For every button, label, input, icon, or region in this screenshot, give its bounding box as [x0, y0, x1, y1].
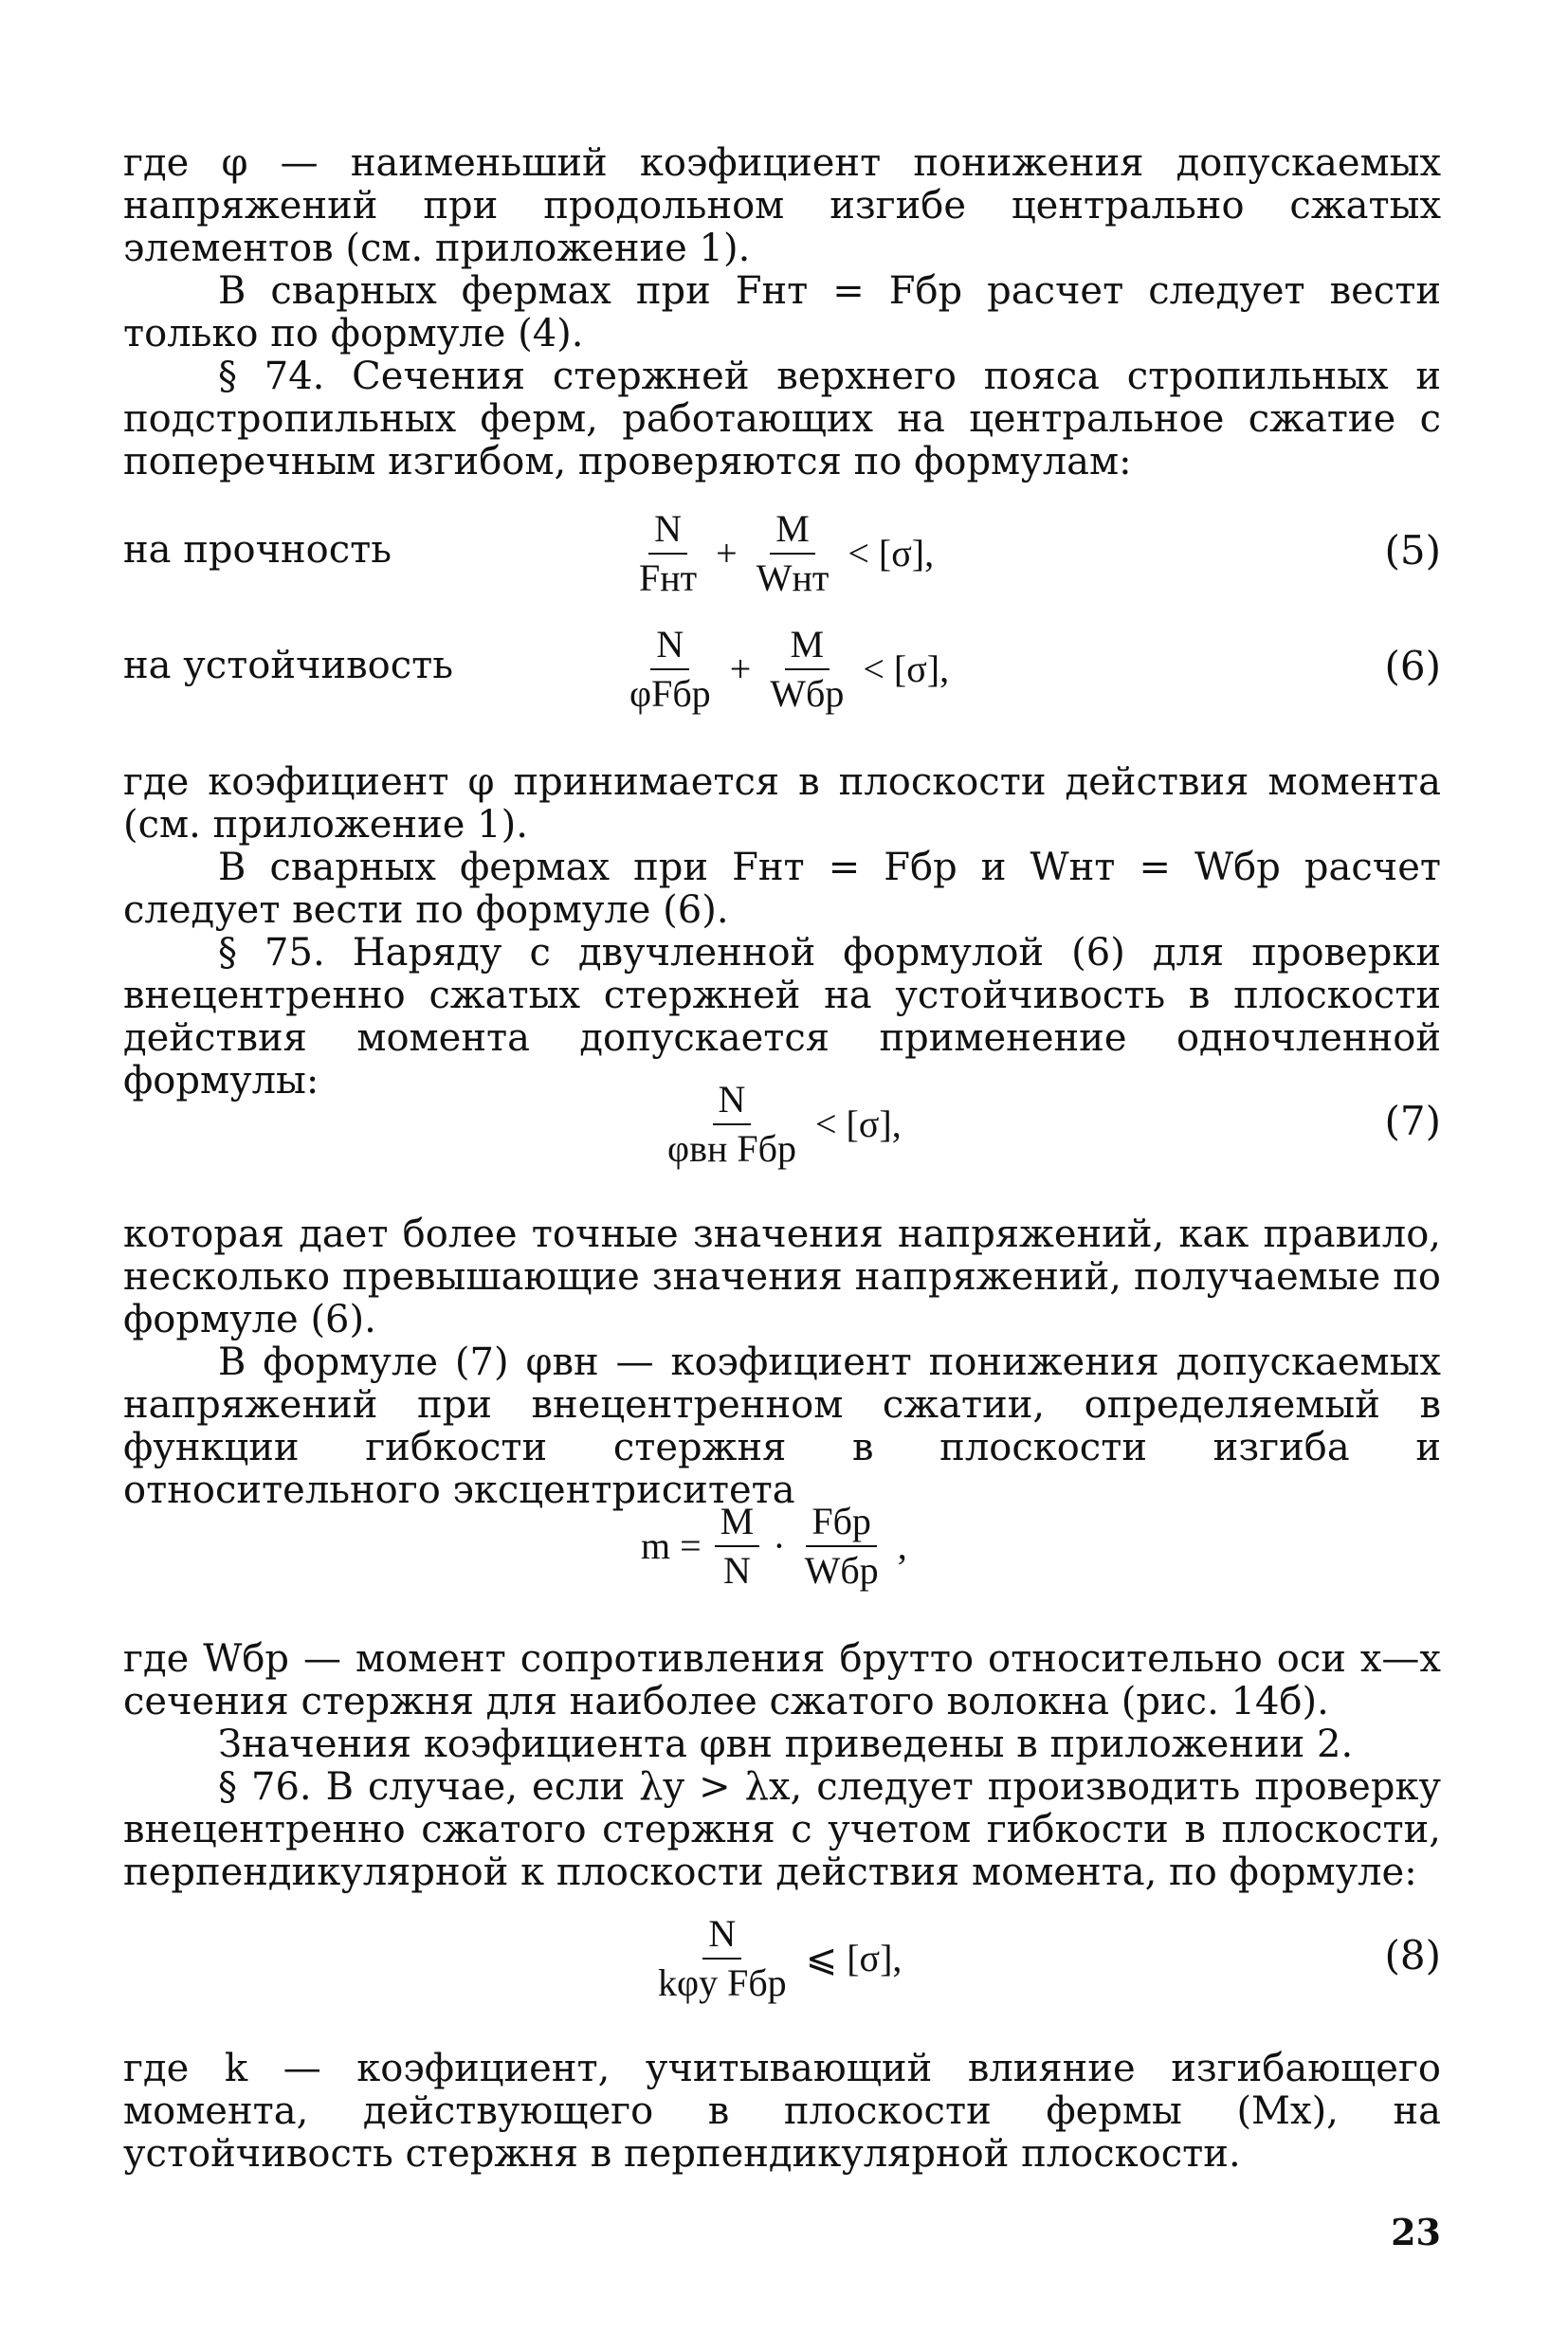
denominator: kφy Fбр: [658, 1961, 787, 2004]
fraction-m-over-wbr: [764, 623, 849, 715]
formula-6-label: на устойчивость: [123, 644, 454, 687]
fraction-n-over-phivn-fbr: [662, 1078, 802, 1170]
paragraph-section-75: § 75. Наряду с двучленной формулой (6) для проверки внецентренно сжатых стержней на устойчивость в плоскости действия момента допускается применение одночленной формулы:: [123, 931, 1441, 1103]
formula-6-number: (6): [1384, 643, 1441, 689]
denominator: φвн Fбр: [667, 1127, 796, 1170]
formula-6: [616, 623, 955, 715]
plus-sign: +: [729, 647, 752, 690]
paragraph-phi-plane: где коэфициент φ принимается в плоскости действия момента (см. приложение 1).: [123, 760, 1441, 847]
denominator: φFбр: [629, 672, 711, 715]
multiplication-dot: ·: [773, 1524, 786, 1567]
numerator: M: [785, 626, 830, 670]
fraction-m-over-n: [715, 1500, 760, 1592]
numerator: N: [713, 1081, 752, 1125]
page-number: 23: [1391, 2211, 1441, 2253]
comma: ,: [897, 1524, 907, 1567]
denominator: Fнт: [639, 556, 698, 599]
formula-8: [645, 1912, 907, 2004]
numerator: N: [648, 510, 687, 555]
formula-eccentricity: [635, 1500, 913, 1592]
numerator: Fбр: [806, 1503, 877, 1547]
fraction-fbr-over-wbr: [799, 1500, 884, 1592]
fraction-n-over-kphiy-fbr: [652, 1912, 793, 2004]
paragraph-section-74: § 74. Сечения стержней верхнего пояса стропильных и подстропильных ферм, работающих на центральное сжатие с поперечным изгибом, проверяются по формулам:: [123, 355, 1441, 483]
paragraph-phivn-appendix: Значения коэфициента φвн приведены в приложении 2.: [218, 1723, 1354, 1766]
paragraph-section-76: § 76. В случае, если λy > λx, следует производить проверку внецентренно сжатого стержня с учетом гибкости в плоскости, перпендикулярной к плоскости действия момента, по формуле:: [123, 1765, 1441, 1894]
paragraph-k-definition: где k — коэфициент, учитывающий влияние изгибающего момента, действующего в плоскости фермы (Mx), на устойчивость стержня в перпендикулярной плоскости.: [123, 2047, 1441, 2176]
numerator: M: [715, 1503, 760, 1547]
formula-5-label: на прочность: [123, 528, 392, 572]
formula-8-number: (8): [1384, 1932, 1441, 1978]
denominator: Wнт: [756, 556, 830, 599]
inequality-rhs: < [σ],: [863, 647, 950, 690]
denominator: Wбр: [804, 1549, 879, 1592]
fraction-m-over-wnt: [751, 507, 835, 599]
formula-5: [626, 507, 939, 599]
inequality-rhs: ⩽ [σ],: [805, 1937, 903, 1979]
eccentricity-lhs: m =: [641, 1524, 702, 1567]
paragraph-phivn-definition: В формуле (7) φвн — коэфициент понижения допускаемых напряжений при внецентренном сжатии, определяемый в функции гибкости стержня в плоскости изгиба и относительного эксцентриситета: [123, 1340, 1441, 1512]
denominator: Wбр: [770, 672, 845, 715]
fraction-n-over-fnt: [633, 507, 702, 599]
paragraph-wbr-definition: где Wбр — момент сопротивления брутто относительно оси x—x сечения стержня для наиболее сжатого волокна (рис. 14б).: [123, 1637, 1441, 1723]
fraction-n-over-phi-fbr: [624, 623, 717, 715]
denominator: N: [723, 1549, 751, 1592]
plus-sign: +: [716, 532, 738, 574]
paragraph-phi-definition: где φ — наименьший коэфициент понижения допускаемых напряжений при продольном изгибе центрально сжатых элементов (см. приложение 1).: [123, 141, 1441, 270]
numerator: M: [770, 510, 815, 555]
numerator: N: [650, 626, 689, 670]
inequality-rhs: < [σ],: [814, 1103, 902, 1145]
numerator: N: [702, 1915, 741, 1960]
formula-5-number: (5): [1384, 527, 1441, 574]
paragraph-welded-trusses-formula-4: В сварных фермах при Fнт = Fбр расчет следует вести только по формуле (4).: [123, 269, 1441, 356]
formula-7: [654, 1078, 907, 1170]
paragraph-welded-trusses-formula-6: В сварных фермах при Fнт = Fбр и Wнт = Wбр расчет следует вести по формуле (6).: [123, 846, 1441, 932]
paragraph-more-accurate: которая дает более точные значения напряжений, как правило, несколько превышающие значения напряжений, получаемые по формуле (6).: [123, 1212, 1441, 1341]
inequality-rhs: < [σ],: [848, 532, 935, 574]
formula-7-number: (7): [1384, 1098, 1441, 1144]
